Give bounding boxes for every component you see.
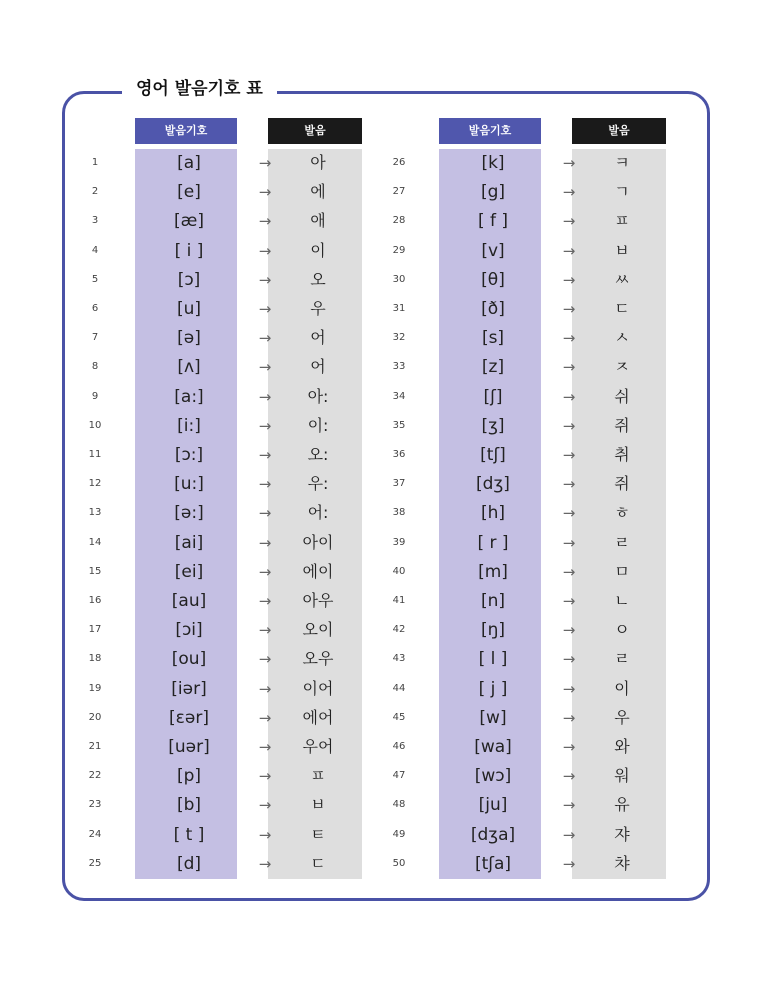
row-number: 8 — [91, 361, 99, 373]
korean-pronunciation: ㅌ — [310, 824, 326, 844]
row-number: 4 — [91, 244, 99, 256]
table-row — [75, 266, 375, 295]
ipa-symbol: [k] — [481, 153, 505, 173]
arrow-icon: → — [258, 416, 272, 435]
ipa-symbol: [θ] — [481, 269, 505, 290]
row-number: 19 — [88, 682, 102, 694]
korean-pronunciation: 쥐 — [614, 415, 630, 435]
arrow-icon: → — [258, 270, 272, 289]
row-number: 7 — [91, 332, 99, 344]
ipa-symbol: [ju] — [478, 795, 508, 816]
table-row — [379, 353, 679, 382]
ipa-symbol: [dʒ] — [476, 474, 510, 495]
arrow-icon: → — [562, 300, 576, 318]
ipa-symbol: [æ] — [174, 211, 204, 232]
korean-pronunciation: ㄹ — [614, 532, 630, 552]
arrow-icon: → — [258, 854, 272, 873]
table-row — [379, 645, 679, 674]
korean-pronunciation: 쉬 — [614, 386, 630, 406]
korean-pronunciation: ㅍ — [310, 766, 326, 786]
row-number: 46 — [392, 741, 406, 752]
arrow-icon: → — [258, 154, 272, 172]
korean-pronunciation: 우어 — [302, 737, 334, 756]
ipa-symbol: [u] — [176, 299, 202, 319]
table-row — [379, 412, 679, 441]
row-number: 39 — [392, 536, 406, 548]
table-row — [75, 237, 375, 266]
ipa-symbol: [v] — [481, 240, 505, 261]
ipa-symbol: [dʒa] — [470, 824, 516, 845]
arrow-icon: → — [562, 621, 576, 640]
row-number: 48 — [392, 799, 406, 811]
ipa-symbol: [ʒ] — [481, 415, 505, 436]
korean-pronunciation: 쥐 — [614, 474, 630, 494]
row-number: 28 — [392, 215, 406, 227]
korean-pronunciation: 에이 — [302, 561, 334, 581]
arrow-icon: → — [258, 533, 272, 552]
ipa-symbol: [ə:] — [174, 503, 204, 524]
korean-pronunciation: 우: — [307, 474, 329, 494]
arrow-icon: → — [258, 358, 272, 377]
arrow-icon: → — [562, 329, 576, 348]
arrow-icon: → — [258, 738, 272, 756]
korean-pronunciation: 유 — [614, 795, 630, 815]
ipa-symbol: [s] — [481, 328, 505, 349]
row-number: 45 — [392, 711, 406, 723]
row-number: 18 — [88, 653, 102, 665]
row-number: 25 — [88, 857, 102, 869]
arrow-icon: → — [562, 708, 576, 727]
table-row — [379, 675, 679, 704]
ipa-symbol: [ei] — [174, 561, 204, 582]
table-row — [75, 295, 375, 324]
table-row — [379, 850, 679, 879]
row-number: 23 — [88, 799, 102, 811]
korean-pronunciation: ㅁ — [614, 561, 630, 581]
korean-pronunciation: ㅈ — [614, 357, 630, 377]
arrow-icon: → — [562, 183, 576, 202]
row-number: 10 — [88, 419, 102, 431]
table-row — [379, 587, 679, 616]
arrow-icon: → — [258, 212, 272, 231]
row-number: 17 — [88, 624, 102, 636]
ipa-symbol: [ɔi] — [175, 620, 203, 641]
table-row — [379, 266, 679, 295]
korean-pronunciation: ㅂ — [614, 240, 630, 260]
table-row — [379, 178, 679, 207]
arrow-icon: → — [258, 708, 272, 727]
ipa-symbol: [tʃ] — [480, 445, 506, 465]
korean-pronunciation: 이: — [307, 415, 329, 435]
table-row — [379, 762, 679, 791]
row-number: 37 — [392, 478, 406, 490]
ipa-symbol: [ɔ:] — [174, 445, 204, 465]
ipa-symbol: [ i ] — [174, 240, 204, 261]
ipa-symbol: [ t ] — [173, 824, 205, 845]
row-number: 35 — [392, 419, 406, 431]
arrow-icon: → — [562, 358, 576, 377]
table-row — [75, 207, 375, 236]
ipa-symbol: [i:] — [177, 415, 201, 436]
korean-pronunciation: ㄴ — [614, 591, 630, 610]
korean-pronunciation: 오: — [307, 445, 329, 464]
ipa-symbol: [iər] — [171, 678, 207, 699]
table-row — [379, 704, 679, 733]
korean-pronunciation: ㅇ — [614, 620, 630, 640]
korean-pronunciation: 쟈 — [614, 824, 630, 844]
ipa-symbol: [ʃ] — [483, 386, 503, 407]
table-row — [75, 353, 375, 382]
arrow-icon: → — [258, 825, 272, 844]
table-row — [379, 791, 679, 820]
row-number: 36 — [392, 449, 406, 460]
row-number: 15 — [88, 565, 102, 577]
arrow-icon: → — [562, 504, 576, 523]
arrow-icon: → — [258, 796, 272, 815]
ipa-symbol: [a:] — [174, 386, 204, 407]
row-number: 11 — [88, 449, 102, 460]
row-number: 27 — [392, 186, 406, 198]
arrow-icon: → — [258, 504, 272, 523]
table-row — [75, 733, 375, 762]
ipa-symbol: [ɔ] — [177, 269, 201, 290]
arrow-icon: → — [562, 533, 576, 552]
table-row — [379, 558, 679, 587]
korean-pronunciation: 챠 — [614, 853, 630, 873]
ipa-symbol: [ l ] — [478, 649, 508, 670]
ipa-symbol: [b] — [176, 795, 202, 816]
arrow-icon: → — [562, 241, 576, 260]
ipa-symbol: [wɔ] — [474, 766, 512, 787]
row-number: 9 — [91, 390, 99, 402]
arrow-icon: → — [258, 767, 272, 786]
arrow-icon: → — [562, 825, 576, 844]
table-row — [379, 237, 679, 266]
table-row — [75, 470, 375, 499]
row-number: 6 — [91, 303, 99, 314]
arrow-icon: → — [562, 738, 576, 756]
table-row — [75, 704, 375, 733]
table-row — [379, 207, 679, 236]
table-row — [75, 529, 375, 558]
arrow-icon: → — [258, 621, 272, 640]
row-number: 21 — [88, 741, 102, 752]
row-number: 42 — [392, 624, 406, 636]
arrow-icon: → — [258, 562, 272, 581]
row-number: 43 — [392, 653, 406, 665]
table-row — [75, 616, 375, 645]
ipa-symbol: [p] — [176, 766, 202, 787]
row-number: 5 — [91, 273, 99, 285]
ipa-symbol: [tʃa] — [474, 853, 512, 874]
arrow-icon: → — [562, 679, 576, 698]
table-row — [75, 821, 375, 850]
row-number: 24 — [88, 828, 102, 840]
row-number: 33 — [392, 361, 406, 373]
korean-pronunciation: ㅅ — [614, 328, 630, 348]
table-row — [75, 383, 375, 412]
ipa-symbol: [h] — [480, 503, 506, 524]
ipa-symbol: [u:] — [174, 474, 204, 495]
table-row — [75, 324, 375, 353]
korean-pronunciation: 어 — [310, 357, 326, 377]
table-row — [379, 149, 679, 178]
ipa-symbol: [e] — [177, 182, 201, 203]
row-number: 2 — [91, 186, 99, 198]
pronunciation-header-right: 발음 — [572, 118, 666, 144]
table-row — [75, 412, 375, 441]
table-row — [379, 529, 679, 558]
korean-pronunciation: 에 — [310, 182, 326, 202]
row-number: 38 — [392, 507, 406, 519]
row-number: 29 — [392, 244, 406, 256]
table-row — [75, 441, 375, 470]
row-number: 40 — [392, 565, 406, 577]
ipa-symbol: [ f ] — [477, 211, 509, 232]
arrow-icon: → — [562, 592, 576, 610]
pronunciation-header-left: 발음 — [268, 118, 362, 144]
ipa-symbol: [w] — [479, 707, 507, 728]
ipa-symbol: [ r ] — [477, 532, 509, 553]
arrow-icon: → — [562, 212, 576, 231]
arrow-icon: → — [562, 796, 576, 815]
table-row — [379, 616, 679, 645]
ipa-symbol: [m] — [478, 561, 508, 582]
row-number: 32 — [392, 332, 406, 344]
table-row — [75, 558, 375, 587]
table-row — [379, 383, 679, 412]
arrow-icon: → — [258, 446, 272, 464]
ipa-symbol: [ə] — [177, 328, 201, 349]
symbol-header-left: 발음기호 — [135, 118, 237, 144]
row-number: 50 — [392, 857, 406, 869]
ipa-symbol: [n] — [480, 591, 506, 611]
row-number: 12 — [88, 478, 102, 490]
korean-pronunciation: 오이 — [302, 620, 334, 640]
korean-pronunciation: 어: — [307, 503, 329, 523]
ipa-symbol: [ŋ] — [480, 620, 506, 641]
korean-pronunciation: 오우 — [302, 649, 334, 669]
korean-pronunciation: 아이 — [302, 532, 334, 552]
table-row — [75, 762, 375, 791]
ipa-symbol: [ʌ] — [177, 357, 201, 378]
korean-pronunciation: ㄷ — [310, 853, 326, 873]
korean-pronunciation: ㄷ — [614, 299, 630, 318]
arrow-icon: → — [562, 475, 576, 494]
table-row — [75, 645, 375, 674]
ipa-symbol: [ɛər] — [169, 707, 209, 728]
row-number: 49 — [392, 828, 406, 840]
row-number: 3 — [91, 215, 99, 227]
ipa-symbol: [wa] — [474, 737, 512, 757]
arrow-icon: → — [258, 650, 272, 669]
table-row — [75, 791, 375, 820]
korean-pronunciation: 우 — [310, 299, 326, 318]
table-row — [379, 821, 679, 850]
row-number: 26 — [392, 157, 406, 168]
ipa-symbol: [a] — [177, 153, 201, 173]
arrow-icon: → — [562, 767, 576, 786]
table-row — [379, 324, 679, 353]
korean-pronunciation: 아: — [307, 386, 329, 406]
row-number: 31 — [392, 303, 406, 314]
row-number: 47 — [392, 770, 406, 782]
row-number: 41 — [392, 595, 406, 606]
korean-pronunciation: 아 — [310, 153, 326, 172]
ipa-symbol: [g] — [480, 182, 506, 203]
row-number: 16 — [88, 595, 102, 606]
korean-pronunciation: ㄱ — [614, 182, 630, 202]
arrow-icon: → — [562, 854, 576, 873]
table-row — [379, 499, 679, 528]
korean-pronunciation: 애 — [310, 211, 326, 231]
arrow-icon: → — [258, 183, 272, 202]
korean-pronunciation: ㅆ — [614, 269, 630, 289]
arrow-icon: → — [258, 329, 272, 348]
arrow-icon: → — [562, 387, 576, 406]
arrow-icon: → — [562, 446, 576, 464]
row-number: 14 — [88, 536, 102, 548]
korean-pronunciation: ㅍ — [614, 211, 630, 231]
arrow-icon: → — [562, 154, 576, 172]
symbol-header-right: 발음기호 — [439, 118, 541, 144]
korean-pronunciation: 와 — [614, 737, 630, 756]
arrow-icon: → — [258, 300, 272, 318]
korean-pronunciation: 이 — [614, 678, 630, 698]
ipa-symbol: [ð] — [481, 299, 505, 319]
row-number: 1 — [91, 157, 99, 168]
table-row — [75, 850, 375, 879]
row-number: 20 — [88, 711, 102, 723]
ipa-symbol: [au] — [171, 591, 207, 611]
row-number: 13 — [88, 507, 102, 519]
ipa-symbol: [ai] — [174, 532, 204, 553]
table-row — [75, 149, 375, 178]
table-row — [75, 178, 375, 207]
page-title: 영어 발음기호 표 — [122, 78, 277, 100]
ipa-symbol: [ou] — [171, 649, 207, 670]
korean-pronunciation: 워 — [614, 766, 630, 786]
table-row — [379, 441, 679, 470]
korean-pronunciation: 이 — [310, 240, 326, 260]
arrow-icon: → — [258, 475, 272, 494]
korean-pronunciation: ㅎ — [614, 503, 630, 523]
row-number: 30 — [392, 273, 406, 285]
table-row — [379, 295, 679, 324]
table-row — [379, 470, 679, 499]
korean-pronunciation: ㅋ — [614, 153, 630, 172]
arrow-icon: → — [258, 679, 272, 698]
korean-pronunciation: 에어 — [302, 707, 334, 727]
arrow-icon: → — [258, 592, 272, 610]
row-number: 34 — [392, 390, 406, 402]
arrow-icon: → — [258, 241, 272, 260]
arrow-icon: → — [562, 562, 576, 581]
korean-pronunciation: 아우 — [302, 591, 334, 610]
korean-pronunciation: 오 — [310, 269, 326, 289]
ipa-symbol: [z] — [481, 357, 505, 378]
arrow-icon: → — [562, 650, 576, 669]
korean-pronunciation: 이어 — [302, 678, 334, 698]
table-row — [379, 733, 679, 762]
korean-pronunciation: ㅂ — [310, 795, 326, 815]
table-row — [75, 499, 375, 528]
arrow-icon: → — [562, 416, 576, 435]
ipa-symbol: [d] — [176, 853, 202, 874]
ipa-symbol: [uər] — [168, 737, 210, 757]
korean-pronunciation: 취 — [614, 445, 630, 464]
arrow-icon: → — [562, 270, 576, 289]
row-number: 44 — [392, 682, 406, 694]
row-number: 22 — [88, 770, 102, 782]
korean-pronunciation: ㄹ — [614, 649, 630, 669]
ipa-symbol: [ j ] — [478, 678, 508, 699]
table-row — [75, 587, 375, 616]
arrow-icon: → — [258, 387, 272, 406]
table-row — [75, 675, 375, 704]
korean-pronunciation: 우 — [614, 707, 630, 727]
korean-pronunciation: 어 — [310, 328, 326, 348]
